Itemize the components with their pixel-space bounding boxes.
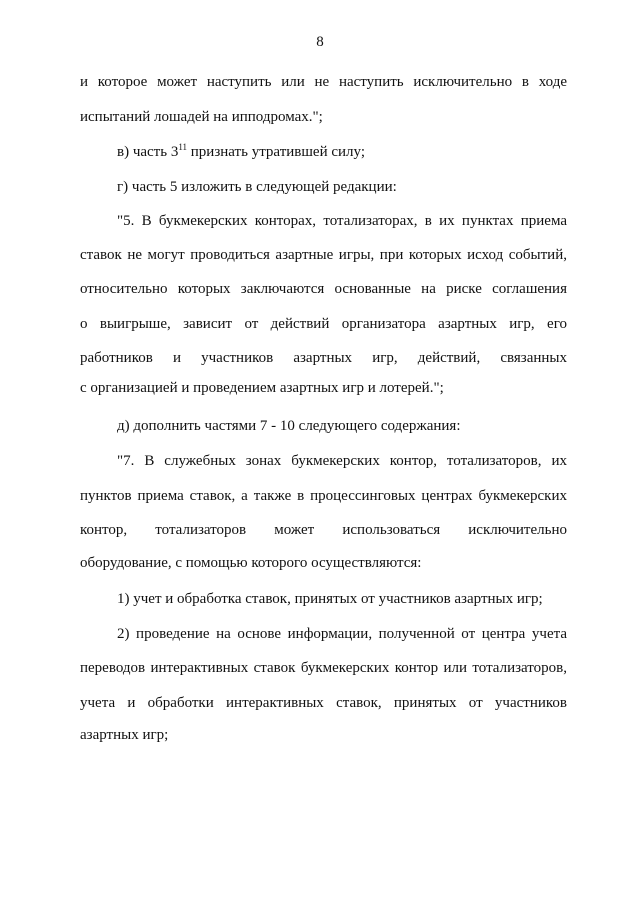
text-line: с организацией и проведением азартных игр и лотерей."; [80, 380, 444, 396]
text-line: и которое может наступить или не наступить исключительно в ходе [80, 74, 567, 90]
text-line: работников и участников азартных игр, действий, связанных [80, 350, 567, 366]
text-line: контор, тотализаторов может использоваться исключительно [80, 522, 567, 538]
text-line: "5. В букмекерских конторах, тотализаторах, в их пунктах приема [117, 213, 567, 229]
text-line: испытаний лошадей на ипподромах."; [80, 109, 323, 125]
text-line [117, 142, 567, 162]
text-fragment: в) часть 3 [117, 144, 179, 160]
text-line: г) часть 5 изложить в следующей редакции: [117, 179, 397, 195]
page-number: 8 [316, 34, 324, 50]
text-line: д) дополнить частями 7 - 10 следующего содержания: [117, 418, 461, 434]
text-line: учета и обработки интерактивных ставок, принятых от участников [80, 695, 567, 711]
text-line: о выигрыше, зависит от действий организатора азартных игр, его [80, 316, 567, 332]
text-line: переводов интерактивных ставок букмекерских контор или тотализаторов, [80, 660, 567, 676]
text-line: ставок не могут проводиться азартные игры, при которых исход событий, [80, 247, 567, 263]
text-line: относительно которых заключаются основанные на риске соглашения [80, 281, 567, 297]
text-line: азартных игр; [80, 727, 169, 743]
superscript: 11 [178, 142, 188, 152]
text-fragment: признать утратившей силу; [187, 144, 365, 160]
text-line: пунктов приема ставок, а также в процессинговых центрах букмекерских [80, 488, 567, 504]
text-line: 2) проведение на основе информации, полученной от центра учета [117, 626, 567, 642]
text-line: 1) учет и обработка ставок, принятых от участников азартных игр; [117, 591, 543, 607]
text-line: оборудование, с помощью которого осуществляются: [80, 555, 422, 571]
text-line: "7. В служебных зонах букмекерских контор, тотализаторов, их [117, 453, 567, 469]
